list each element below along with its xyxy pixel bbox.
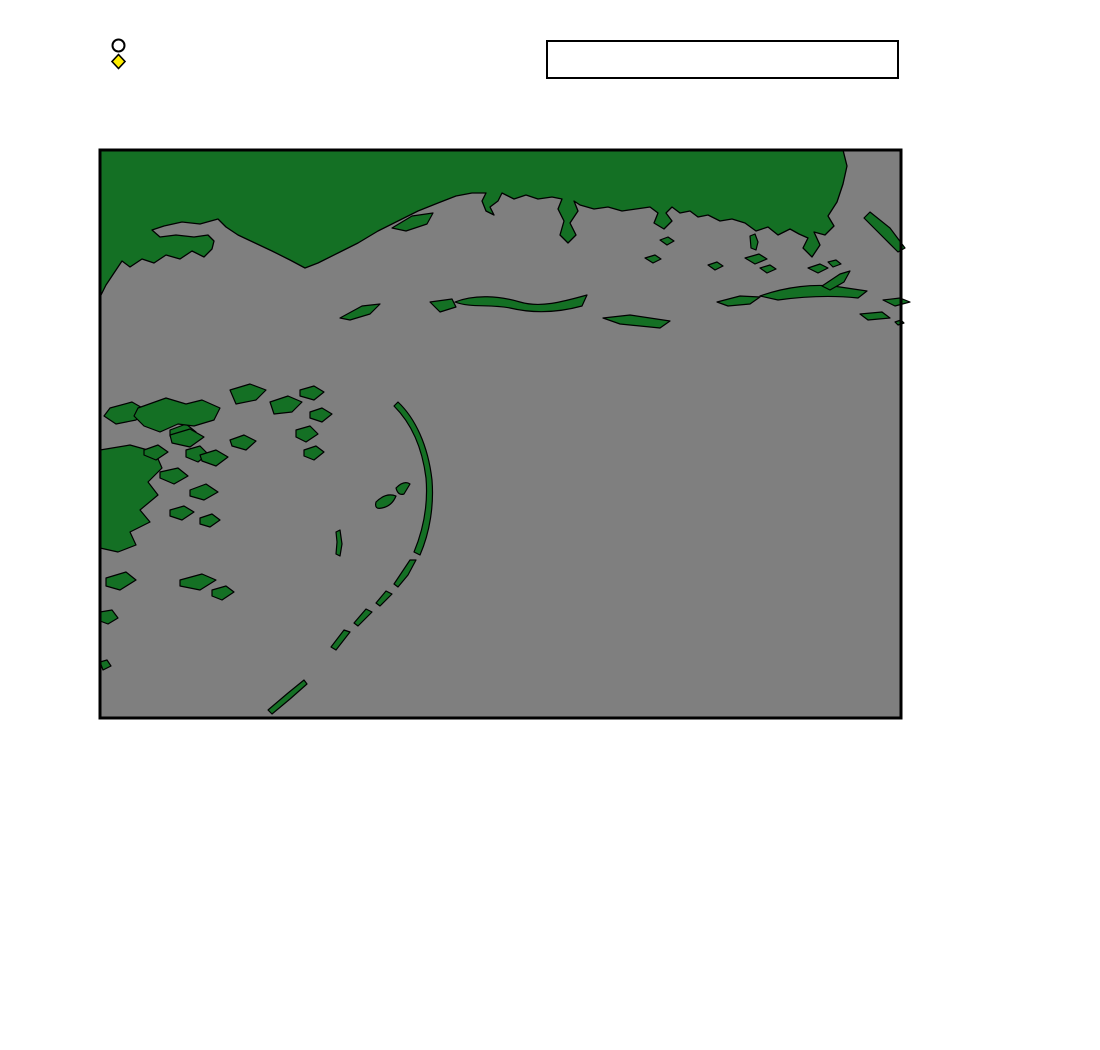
map (90, 140, 911, 730)
legend-usm-row (110, 37, 132, 53)
ndbc-station-icon (110, 53, 127, 70)
colorbar (975, 280, 1075, 592)
vector-scale-box (546, 40, 899, 79)
islet (336, 530, 342, 556)
vector-scale-arrows (548, 42, 897, 77)
legend-ndbc-row (110, 53, 132, 69)
water (100, 150, 901, 718)
usm-instrumentation-icon (110, 37, 127, 54)
